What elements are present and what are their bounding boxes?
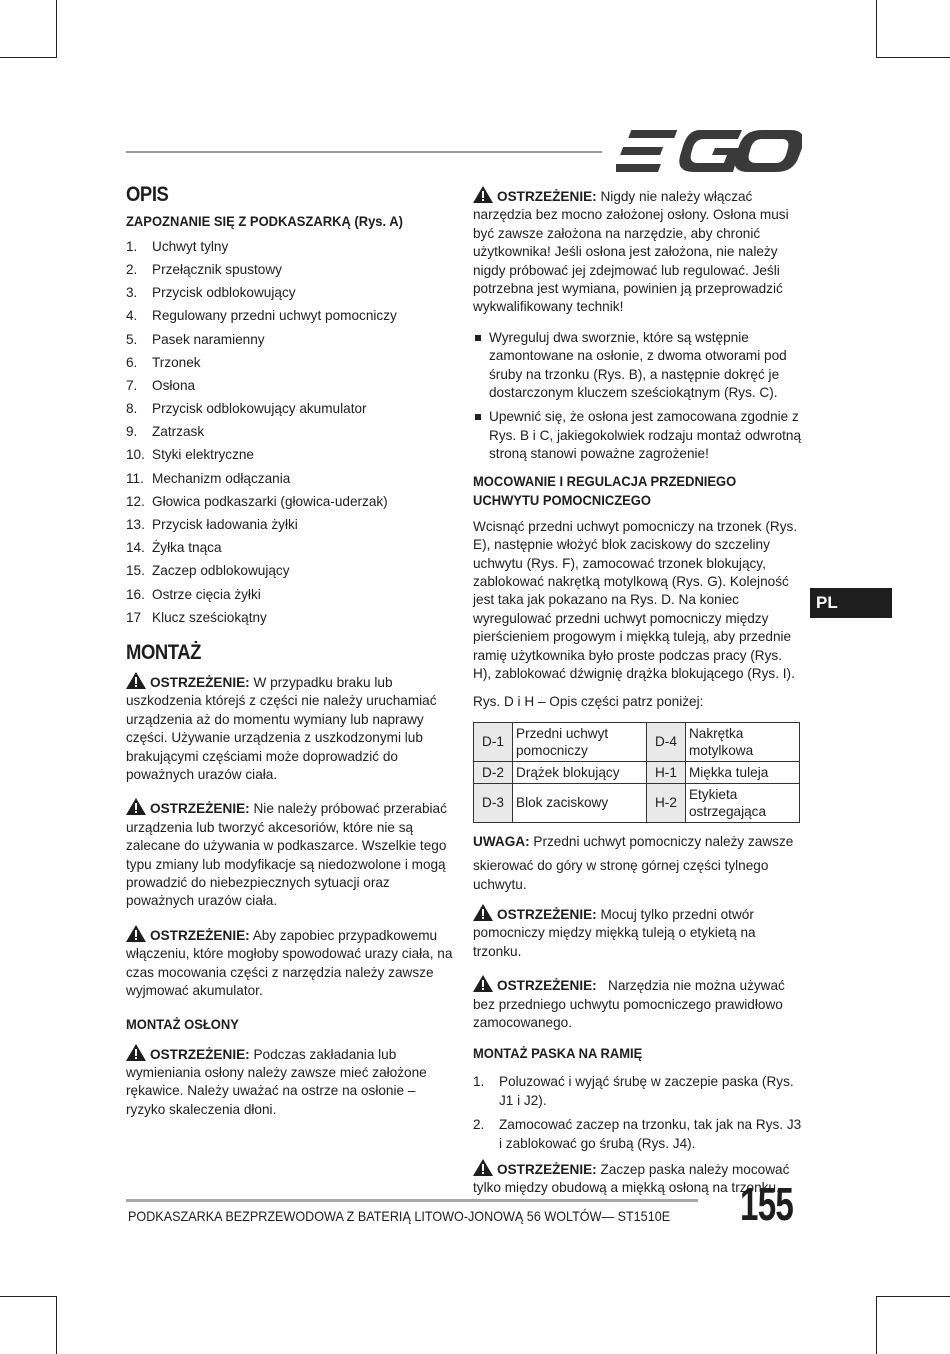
- warning-triangle-icon: [473, 1159, 493, 1176]
- part-number: 15.: [126, 563, 145, 579]
- warning-oslona-wlaczanie: [473, 186, 803, 317]
- part-number: 5.: [126, 331, 138, 347]
- part-label: Zaczep odblokowujący: [152, 563, 290, 579]
- warning-triangle-icon: [126, 798, 146, 815]
- page-number: 155: [740, 1178, 794, 1230]
- header-rule: [126, 151, 602, 153]
- warning-paragraph: [126, 925, 456, 1001]
- table-row: [474, 761, 800, 783]
- warning-triangle-icon: [473, 904, 493, 921]
- montaz-warnings: [126, 672, 456, 1001]
- table-cell-description: Nakrętka motylkowa: [685, 722, 799, 761]
- warning-text: Nie należy próbować przerabiać urządzenia lub tworzyć akcesoriów, które nie są zalecane do używania w podkaszarce. Wszelkie tego typu zmiany lub modyfikacje są niedozwolone i mogą prowadzić do niebezpiecznych sytuacji oraz poważnych urazów ciała.: [126, 801, 447, 909]
- warning-label: OSTRZEŻENIE:: [497, 1162, 597, 1178]
- step-text: Poluzować i wyjąć śrubę w zaczepie paska (Rys. J1 i J2).: [499, 1074, 794, 1108]
- warning-oslona: [126, 1044, 456, 1120]
- table-cell-code: D-3: [474, 783, 513, 822]
- parts-list-item: [126, 421, 456, 444]
- part-label: Przełącznik spustowy: [152, 261, 282, 277]
- warning-text: Zaczep paska należy mocować tylko między obudową a miękką osłoną na trzonku.: [473, 1162, 790, 1196]
- step-number: 1.: [473, 1074, 485, 1090]
- part-number: 2.: [126, 261, 138, 277]
- footer-title: PODKASZARKA BEZPRZEWODOWA Z BATERIĄ LITOWO-JONOWĄ 56 WOLTÓW— ST1510E: [128, 1208, 671, 1224]
- warning-narzedzia: [473, 975, 803, 1032]
- part-number: 7.: [126, 377, 138, 393]
- crop-mark: [56, 1296, 57, 1354]
- parts-list-item: [126, 514, 456, 537]
- parts-list-item: [126, 583, 456, 606]
- subtitle-mocowanie: MOCOWANIE I REGULACJA PRZEDNIEGO UCHWYTU POMOCNICZEGO: [473, 473, 737, 508]
- footer-rule: [126, 1199, 698, 1202]
- warning-triangle-icon: [126, 1044, 146, 1061]
- part-number: 12.: [126, 493, 145, 509]
- table-cell-code: H-2: [646, 783, 685, 822]
- table-cell-code: D-2: [474, 761, 513, 783]
- table-intro: Rys. D i H – Opis części patrz poniżej:: [473, 694, 704, 710]
- warning-paragraph: [126, 798, 456, 910]
- bullet-text: Upewnić się, że osłona jest zamocowana zgodnie z Rys. B i C, jakiegokolwiek rodzaju montaż odwrotną stroną stanowi poważne zagrożenie!: [489, 409, 802, 462]
- table-cell-code: D-4: [646, 722, 685, 761]
- bullet-item: [473, 408, 803, 463]
- part-number: 14.: [126, 540, 145, 556]
- part-number: 3.: [126, 285, 138, 301]
- parts-list-item: [126, 235, 456, 258]
- table-row: [474, 783, 800, 822]
- warning-triangle-icon: [473, 975, 493, 992]
- part-number: 1.: [126, 238, 138, 254]
- table-cell-description: Drążek blokujący: [513, 761, 647, 783]
- parts-list-item: [126, 467, 456, 490]
- table-cell-description: Miękka tuleja: [685, 761, 799, 783]
- part-label: Styki elektryczne: [152, 447, 254, 463]
- table-cell-code: H-1: [646, 761, 685, 783]
- table-cell-description: Przedni uchwyt pomocniczy: [513, 722, 647, 761]
- part-label: Mechanizm odłączania: [152, 470, 291, 486]
- subtitle-zapoznanie: ZAPOZNANIE SIĘ Z PODKASZARKĄ (Rys. A): [126, 214, 403, 230]
- subtitle-montaz-paska: MONTAŻ PASKA NA RAMIĘ: [473, 1046, 643, 1062]
- part-label: Żyłka tnąca: [152, 540, 222, 556]
- part-label: Osłona: [152, 377, 196, 393]
- warning-text: Nigdy nie należy włączać narzędzia bez mocno założonej osłony. Osłona musi być zawsze założona na narzędzie, aby chronić użytkownika! Jeśli osłona jest założona, nie należy nigdy próbować jej zdejmować lub regulować. Jeśli potrzebna jest wymiana, powinien ją przeprowadzić wykwalifikowany technik!: [473, 189, 789, 315]
- part-number: 6.: [126, 354, 138, 370]
- parts-list-item: [126, 444, 456, 467]
- note-label: UWAGA:: [473, 833, 530, 849]
- bullet-square-icon: [475, 414, 481, 420]
- warning-label: OSTRZEŻENIE:: [497, 906, 597, 922]
- warning-text: Podczas zakładania lub wymieniania osłony należy zawsze mieć założone rękawice. Należy uważać na ostrze na osłonie – ryzyko skaleczenia dłoni.: [126, 1046, 427, 1117]
- note-text-2: skierować do góry w stronę górnej części tylnego uchwytu.: [473, 858, 769, 892]
- crop-mark: [56, 0, 57, 58]
- part-label: Głowica podkaszarki (głowica-uderzak): [152, 493, 388, 509]
- warning-label: OSTRZEŻENIE:: [497, 189, 597, 204]
- parts-list: [126, 235, 456, 629]
- warning-label: OSTRZEŻENIE:: [497, 978, 597, 994]
- part-label: Przycisk ładowania żyłki: [152, 517, 298, 533]
- warning-label: OSTRZEŻENIE:: [150, 675, 250, 690]
- parts-list-item: [126, 328, 456, 351]
- left-column: [126, 183, 456, 1119]
- part-number: 9.: [126, 424, 138, 440]
- steps-list: [473, 1073, 803, 1153]
- crop-mark: [876, 0, 877, 58]
- bullet-text: Wyreguluj dwa sworznie, które są wstępnie zamontowane na osłonie, z dwoma otworami pod śruby na trzonku (Rys. B), a następnie dokręć je dostarczonym kluczem sześciokątnym (Rys. C).: [489, 329, 787, 401]
- warning-text: Mocuj tylko przedni otwór pomocniczy między miękką tuleją o etykietą na trzonku.: [473, 906, 756, 959]
- part-number: 17: [126, 609, 142, 625]
- warning-triangle-icon: [473, 186, 493, 203]
- right-column: [473, 186, 803, 1198]
- warning-mocuj: [473, 904, 803, 961]
- part-number: 10.: [126, 447, 145, 463]
- parts-list-item: [126, 537, 456, 560]
- part-label: Ostrze cięcia żyłki: [152, 586, 261, 602]
- warning-label: OSTRZEŻENIE:: [150, 927, 250, 943]
- part-label: Przycisk odblokowujący akumulator: [152, 401, 367, 417]
- part-number: 4.: [126, 308, 138, 324]
- warning-text: Narzędzia nie można używać bez przedniego uchwytu pomocniczego prawidłowo zamocowanego.: [473, 978, 789, 1030]
- part-label: Regulowany przedni uchwyt pomocniczy: [152, 308, 397, 324]
- parts-list-item: [126, 375, 456, 398]
- part-label: Pasek naramienny: [152, 331, 265, 347]
- part-label: Przycisk odblokowujący: [152, 285, 296, 301]
- step-text: Zamocować zaczep na trzonku, tak jak na Rys. J3 i zablokować go śrubą (Rys. J4).: [499, 1117, 802, 1151]
- warning-triangle-icon: [126, 925, 146, 942]
- crop-mark: [876, 1296, 877, 1354]
- warning-text: Aby zapobiec przypadkowemu włączeniu, które mogłoby spowodować urazy ciała, na czas mocowania części z narzędzia należy zawsze wyjmować akumulator.: [126, 927, 453, 999]
- bullet-square-icon: [475, 335, 481, 341]
- bullet-list: [473, 329, 803, 464]
- table-cell-code: D-1: [474, 722, 513, 761]
- warning-label: OSTRZEŻENIE:: [150, 801, 250, 817]
- part-label: Uchwyt tylny: [152, 238, 229, 254]
- part-label: Klucz sześciokątny: [152, 609, 267, 625]
- warning-text: W przypadku braku lub uszkodzenia którejś z części nie należy uruchamiać urządzenia aż do momentu wymiany lub naprawy części. Używanie urządzenia z uszkodzonymi lub brakującymi częściami może doprowadzić do poważnych urazów ciała.: [126, 675, 437, 783]
- parts-list-item: [126, 490, 456, 513]
- bullet-item: [473, 329, 803, 403]
- step-item: [473, 1116, 803, 1153]
- section-title-opis: OPIS: [126, 183, 169, 206]
- part-label: Zatrzask: [152, 424, 205, 440]
- table-row: [474, 722, 800, 761]
- parts-table: [473, 722, 800, 823]
- part-number: 8.: [126, 401, 138, 417]
- parts-list-item: [126, 351, 456, 374]
- parts-list-item: [126, 560, 456, 583]
- language-tab: PL: [810, 588, 892, 618]
- parts-list-item: [126, 606, 456, 629]
- crop-mark: [876, 1296, 950, 1297]
- table-cell-description: Etykieta ostrzegająca: [685, 783, 799, 822]
- part-label: Trzonek: [152, 354, 201, 370]
- part-number: 11.: [126, 470, 144, 486]
- note-text-1: Przedni uchwyt pomocniczy należy zawsze: [529, 833, 794, 849]
- section-title-montaz: MONTAŻ: [126, 640, 202, 664]
- step-number: 2.: [473, 1117, 485, 1133]
- parts-list-item: [126, 305, 456, 328]
- warning-label: OSTRZEŻENIE:: [150, 1046, 250, 1062]
- crop-mark: [876, 57, 950, 58]
- mocowanie-text: Wcisnąć przedni uchwyt pomocniczy na trzonek (Rys. E), następnie włożyć blok zaciskowy do szczeliny uchwytu (Rys. F), zamocować trzonek blokujący, zablokować nakrętką motylkową (Rys. G). Kolejność jest taka jak pokazano na Rys. D. Na koniec wyregulować przedni uchwyt pomocniczy między pierścieniem progowym i miękką tuleją, aby przednie ramię użytkownika było proste podczas pracy (Rys. H), zablokować dźwignię drążka blokującego (Rys. I).: [473, 518, 798, 681]
- ego-logo: [616, 128, 802, 174]
- part-number: 16.: [126, 586, 145, 602]
- subtitle-montaz-oslony: MONTAŻ OSŁONY: [126, 1016, 239, 1032]
- warning-triangle-icon: [126, 672, 146, 689]
- note: [473, 833, 803, 851]
- warning-paragraph: [126, 672, 456, 784]
- part-number: 13.: [126, 517, 145, 533]
- crop-mark: [0, 1296, 56, 1297]
- crop-mark: [0, 57, 56, 58]
- step-item: [473, 1073, 803, 1110]
- table-cell-description: Blok zaciskowy: [513, 783, 647, 822]
- parts-list-item: [126, 259, 456, 282]
- parts-list-item: [126, 282, 456, 305]
- parts-list-item: [126, 398, 456, 421]
